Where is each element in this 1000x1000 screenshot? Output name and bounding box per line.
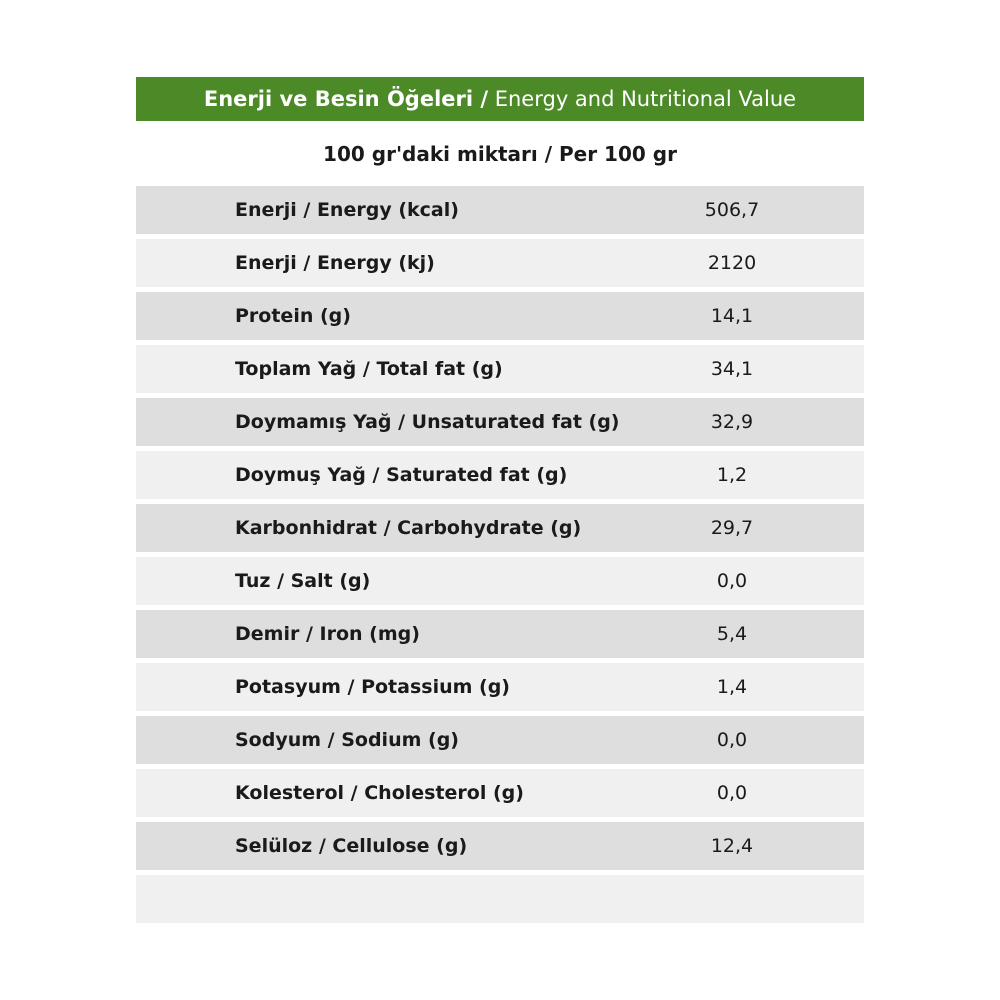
nutrient-label: Potasyum / Potassium (g) xyxy=(235,676,510,698)
nutrient-label: Karbonhidrat / Carbohydrate (g) xyxy=(235,517,582,539)
nutrient-label: Enerji / Energy (kj) xyxy=(235,252,435,274)
nutrient-value: 14,1 xyxy=(710,305,754,327)
table-row xyxy=(136,345,864,393)
nutrient-value: 0,0 xyxy=(716,729,748,751)
nutrient-label: Demir / Iron (mg) xyxy=(235,623,420,645)
nutrient-label: Tuz / Salt (g) xyxy=(235,570,371,592)
header-title-en: Energy and Nutritional Value xyxy=(488,87,797,111)
nutrient-value: 32,9 xyxy=(710,411,754,433)
nutrient-value: 1,2 xyxy=(716,464,748,486)
nutrient-value: 2120 xyxy=(707,252,757,274)
table-row xyxy=(136,451,864,499)
nutrient-value: 12,4 xyxy=(710,835,754,857)
table-row xyxy=(136,610,864,658)
table-rows xyxy=(136,186,864,928)
nutrition-table xyxy=(136,77,864,928)
nutrient-value: 29,7 xyxy=(710,517,754,539)
nutrient-label: Enerji / Energy (kcal) xyxy=(235,199,459,221)
nutrient-label: Protein (g) xyxy=(235,305,351,327)
table-row xyxy=(136,875,864,923)
table-header xyxy=(136,77,864,121)
header-title-tr: Enerji ve Besin Öğeleri / xyxy=(203,87,489,111)
nutrient-value: 0,0 xyxy=(716,782,748,804)
table-row xyxy=(136,822,864,870)
nutrient-value: 5,4 xyxy=(716,623,748,645)
table-row xyxy=(136,716,864,764)
nutrient-label: Kolesterol / Cholesterol (g) xyxy=(235,782,524,804)
nutrient-label: Toplam Yağ / Total fat (g) xyxy=(235,358,503,380)
nutrient-label: Selüloz / Cellulose (g) xyxy=(235,835,468,857)
nutrient-value: 34,1 xyxy=(710,358,754,380)
nutrient-value: 0,0 xyxy=(716,570,748,592)
table-row xyxy=(136,398,864,446)
table-row xyxy=(136,663,864,711)
nutrient-label: Doymuş Yağ / Saturated fat (g) xyxy=(235,464,568,486)
table-row xyxy=(136,239,864,287)
table-subheader: 100 gr'daki miktarı / Per 100 gr xyxy=(323,141,677,166)
nutrient-value: 506,7 xyxy=(704,199,760,221)
nutrient-value: 1,4 xyxy=(716,676,748,698)
table-row xyxy=(136,186,864,234)
table-row xyxy=(136,292,864,340)
table-row xyxy=(136,504,864,552)
table-row xyxy=(136,769,864,817)
nutrient-label: Sodyum / Sodium (g) xyxy=(235,729,459,751)
table-row xyxy=(136,557,864,605)
nutrient-label: Doymamış Yağ / Unsaturated fat (g) xyxy=(235,411,620,433)
